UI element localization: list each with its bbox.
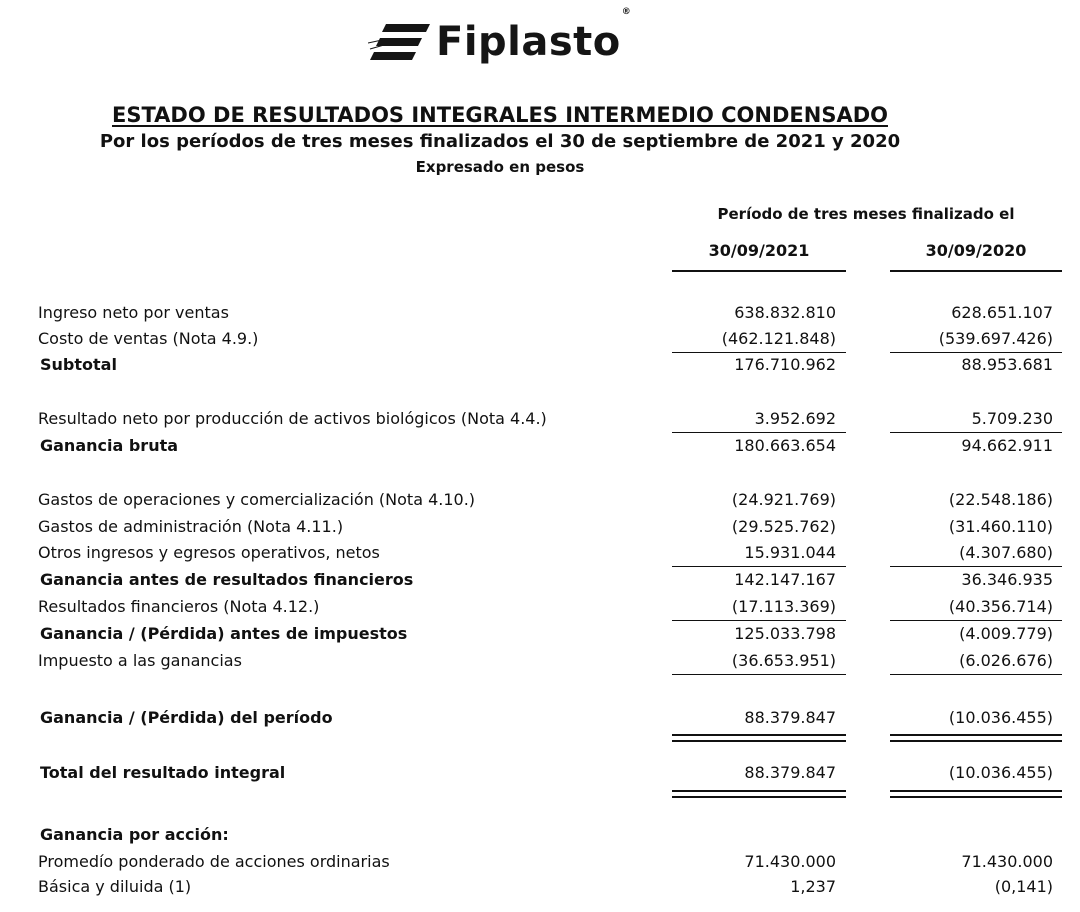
column-header-rule [890,270,1062,272]
table-row [0,874,1080,900]
row-label: Ganancia / (Pérdida) del período [40,708,333,727]
row-label: Ganancia / (Pérdida) antes de impuestos [40,624,408,643]
value-2021: 1,237 [790,877,836,896]
value-2020: 94.662.911 [961,436,1053,455]
row-label: Total del resultado integral [40,763,286,782]
value-2021: (29.525.762) [731,517,836,536]
period-group-label: Período de tres meses finalizado el [717,205,1015,223]
double-rule [672,790,846,798]
value-2020: 71.430.000 [961,852,1053,871]
value-2021: 88.379.847 [744,763,836,782]
section-heading [0,822,1080,848]
row-label: Promedío ponderado de acciones ordinarias [38,852,390,871]
fiplasto-logo [368,7,632,70]
table-row [0,621,1080,647]
row-label: Gastos de operaciones y comercialización (Nota 4.10.) [38,490,476,509]
value-2020: (4.307.680) [959,543,1053,562]
row-label: Resultados financieros (Nota 4.12.) [38,597,320,616]
column-header-2020: 30/09/2020 [925,241,1027,260]
double-rule [672,734,846,742]
row-label: Impuesto a las ganancias [38,651,242,670]
column-header-rule [672,270,846,272]
fiplasto-logo-mark-icon [368,22,430,62]
row-label: Subtotal [40,355,117,374]
row-label: Ganancia por acción: [40,825,229,844]
table-row [0,540,1080,566]
value-2020: (22.548.186) [948,490,1053,509]
value-2021: 142.147.167 [734,570,836,589]
value-2020: (40.356.714) [948,597,1053,616]
row-label: Costo de ventas (Nota 4.9.) [38,329,259,348]
table-row [0,300,1080,326]
value-2020: (0,141) [994,877,1053,896]
table-row [0,326,1080,352]
double-rule [890,790,1062,798]
row-label: Gastos de administración (Nota 4.11.) [38,517,344,536]
value-2020: 36.346.935 [961,570,1053,589]
table-row [0,514,1080,540]
table-row [0,487,1080,513]
value-2020: (31.460.110) [948,517,1053,536]
value-2020: (539.697.426) [938,329,1053,348]
value-2020: 5.709.230 [971,409,1053,428]
table-row [0,406,1080,432]
logo-wordmark: Fiplasto® [436,7,632,65]
value-2021: 15.931.044 [744,543,836,562]
value-2020: (10.036.455) [948,763,1053,782]
table-row [0,352,1080,378]
value-2021: (24.921.769) [731,490,836,509]
value-2021: (36.653.951) [731,651,836,670]
row-label: Básica y diluida (1) [38,877,192,896]
value-2021: 176.710.962 [734,355,836,374]
statement-subtitle: Por los períodos de tres meses finalizados el 30 de septiembre de 2021 y 2020 [99,131,901,152]
table-row [0,433,1080,459]
currency-note: Expresado en pesos [415,158,585,176]
table-row [0,849,1080,875]
table-row [0,760,1080,786]
subtotal-rule [672,674,846,675]
table-row [0,648,1080,674]
value-2021: 638.832.810 [734,303,836,322]
double-rule [890,734,1062,742]
value-2021: (17.113.369) [731,597,836,616]
value-2021: 3.952.692 [754,409,836,428]
table-row [0,567,1080,593]
value-2020: (4.009.779) [959,624,1053,643]
row-label: Resultado neto por producción de activos biológicos (Nota 4.4.) [38,409,547,428]
value-2020: (6.026.676) [959,651,1053,670]
value-2021: 71.430.000 [744,852,836,871]
value-2020: (10.036.455) [948,708,1053,727]
value-2021: 180.663.654 [734,436,836,455]
value-2021: 88.379.847 [744,708,836,727]
value-2021: (462.121.848) [721,329,836,348]
table-row [0,705,1080,731]
value-2020: 88.953.681 [961,355,1053,374]
statement-title: ESTADO DE RESULTADOS INTEGRALES INTERMEDIO CONDENSADO [112,103,888,127]
value-2020: 628.651.107 [951,303,1053,322]
row-label: Otros ingresos y egresos operativos, netos [38,543,380,562]
row-label: Ganancia antes de resultados financieros [40,570,414,589]
value-2021: 125.033.798 [734,624,836,643]
row-label: Ingreso neto por ventas [38,303,229,322]
column-header-2021: 30/09/2021 [708,241,810,260]
subtotal-rule [890,674,1062,675]
table-row [0,594,1080,620]
row-label: Ganancia bruta [40,436,179,455]
